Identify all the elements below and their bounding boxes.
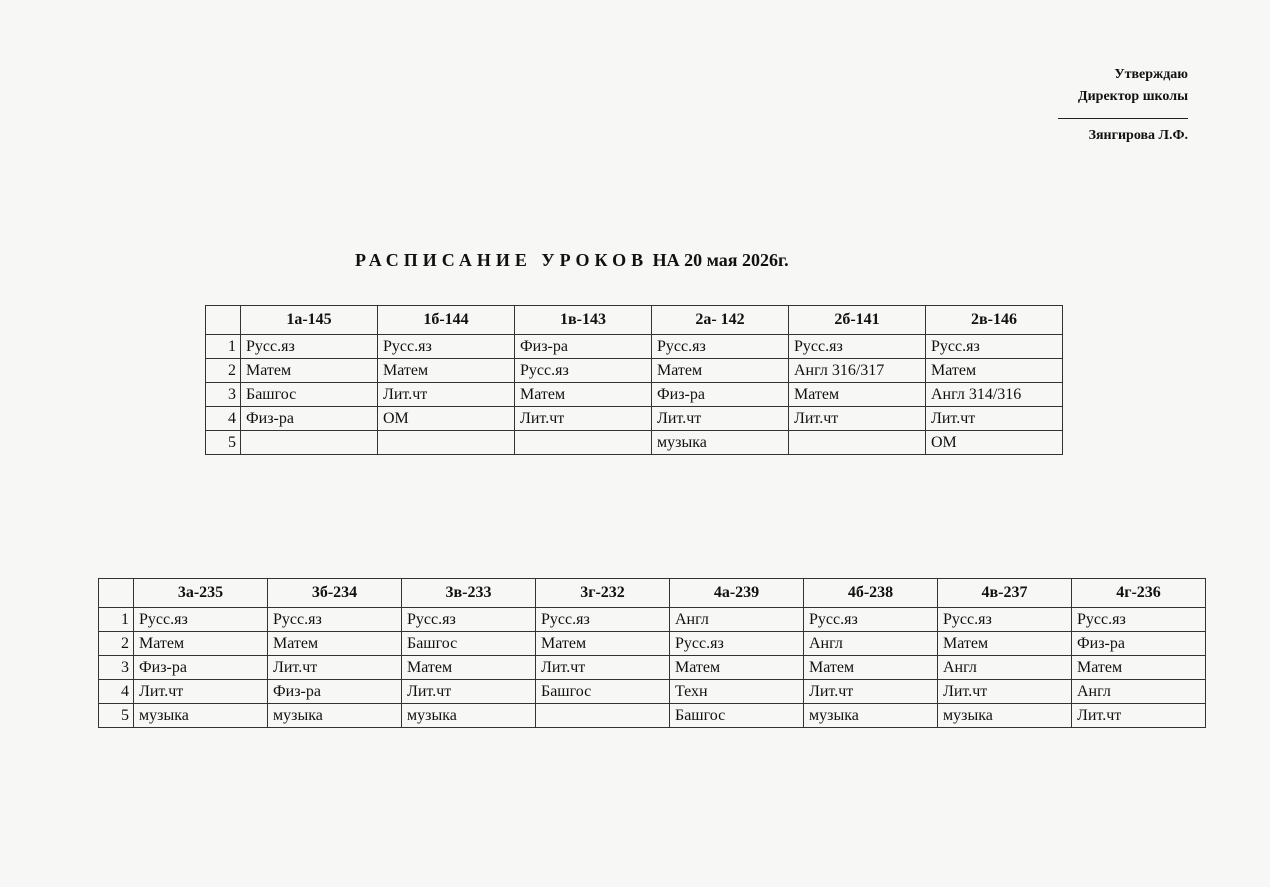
lesson-cell: Физ-ра: [241, 407, 378, 431]
lesson-cell: Матем: [926, 359, 1063, 383]
lesson-cell: Матем: [652, 359, 789, 383]
title-main: РАСПИСАНИЕ УРОКОВ: [355, 250, 649, 270]
lesson-cell: музыка: [134, 704, 268, 728]
lesson-cell: Матем: [268, 632, 402, 656]
lesson-cell: Англ: [804, 632, 938, 656]
lesson-cell: музыка: [938, 704, 1072, 728]
lesson-cell: Физ-ра: [515, 335, 652, 359]
table-row: [99, 680, 1206, 704]
lesson-cell: музыка: [402, 704, 536, 728]
lesson-cell: музыка: [268, 704, 402, 728]
schedule-table-grades-1-2: [205, 305, 1063, 455]
lesson-cell: Лит.чт: [938, 680, 1072, 704]
lesson-cell: Лит.чт: [926, 407, 1063, 431]
table-row: [206, 431, 1063, 455]
lesson-cell: [241, 431, 378, 455]
lesson-cell: Матем: [789, 383, 926, 407]
table-row: [206, 359, 1063, 383]
lesson-cell: Матем: [515, 383, 652, 407]
class-header: 1б-144: [378, 306, 515, 335]
lesson-cell: Русс.яз: [926, 335, 1063, 359]
lesson-cell: музыка: [804, 704, 938, 728]
lesson-number: 5: [99, 704, 134, 728]
lesson-cell: Матем: [241, 359, 378, 383]
lesson-cell: [789, 431, 926, 455]
lesson-cell: Башгос: [670, 704, 804, 728]
corner-cell: [99, 579, 134, 608]
lesson-cell: Русс.яз: [789, 335, 926, 359]
lesson-cell: Русс.яз: [134, 608, 268, 632]
lesson-cell: Матем: [1072, 656, 1206, 680]
lesson-cell: Англ: [1072, 680, 1206, 704]
lesson-number: 3: [99, 656, 134, 680]
lesson-number: 3: [206, 383, 241, 407]
lesson-cell: Англ 314/316: [926, 383, 1063, 407]
lesson-cell: ОМ: [378, 407, 515, 431]
table-row: [206, 383, 1063, 407]
lesson-cell: Башгос: [536, 680, 670, 704]
lesson-number: 4: [206, 407, 241, 431]
lesson-cell: Физ-ра: [652, 383, 789, 407]
lesson-cell: Лит.чт: [402, 680, 536, 704]
lesson-number: 1: [99, 608, 134, 632]
lesson-number: 1: [206, 335, 241, 359]
lesson-cell: Лит.чт: [268, 656, 402, 680]
lesson-cell: Русс.яз: [515, 359, 652, 383]
lesson-cell: Физ-ра: [268, 680, 402, 704]
director-name: Зянгирова Л.Ф.: [1088, 128, 1188, 143]
lesson-cell: [515, 431, 652, 455]
lesson-cell: Физ-ра: [1072, 632, 1206, 656]
table-row: [99, 656, 1206, 680]
title-date: НА 20 мая 2026г.: [652, 250, 789, 270]
lesson-cell: Лит.чт: [536, 656, 670, 680]
table-row: [206, 335, 1063, 359]
lesson-cell: музыка: [652, 431, 789, 455]
lesson-cell: Лит.чт: [789, 407, 926, 431]
director-title: Директор школы: [1077, 89, 1188, 104]
lesson-cell: Русс.яз: [268, 608, 402, 632]
lesson-cell: Лит.чт: [134, 680, 268, 704]
lesson-number: 5: [206, 431, 241, 455]
lesson-cell: Матем: [134, 632, 268, 656]
page-title: [355, 250, 789, 271]
lesson-cell: Русс.яз: [938, 608, 1072, 632]
lesson-cell: Матем: [536, 632, 670, 656]
lesson-cell: Англ 316/317: [789, 359, 926, 383]
lesson-number: 2: [206, 359, 241, 383]
lesson-cell: Башгос: [241, 383, 378, 407]
table-header-row: [206, 306, 1063, 335]
lesson-cell: Русс.яз: [670, 632, 804, 656]
lesson-cell: Техн: [670, 680, 804, 704]
lesson-cell: Матем: [938, 632, 1072, 656]
lesson-cell: ОМ: [926, 431, 1063, 455]
class-header: 1в-143: [515, 306, 652, 335]
lesson-cell: [378, 431, 515, 455]
lesson-cell: Матем: [670, 656, 804, 680]
class-header: 4г-236: [1072, 579, 1206, 608]
approval-block: [968, 64, 1188, 147]
class-header: 2б-141: [789, 306, 926, 335]
class-header: 3а-235: [134, 579, 268, 608]
class-header: 3в-233: [402, 579, 536, 608]
class-header: 1а-145: [241, 306, 378, 335]
class-header: 4а-239: [670, 579, 804, 608]
lesson-cell: Матем: [402, 656, 536, 680]
corner-cell: [206, 306, 241, 335]
schedule-table-grades-3-4: [98, 578, 1206, 728]
table-header-row: [99, 579, 1206, 608]
lesson-cell: Лит.чт: [515, 407, 652, 431]
lesson-number: 4: [99, 680, 134, 704]
table-row: [99, 704, 1206, 728]
approval-label: Утверждаю: [1114, 67, 1188, 82]
class-header: 3г-232: [536, 579, 670, 608]
lesson-cell: Англ: [938, 656, 1072, 680]
table-row: [99, 632, 1206, 656]
lesson-cell: Физ-ра: [134, 656, 268, 680]
lesson-cell: Русс.яз: [1072, 608, 1206, 632]
table-row: [206, 407, 1063, 431]
class-header: 3б-234: [268, 579, 402, 608]
table-row: [99, 608, 1206, 632]
signature-line: [1058, 108, 1188, 119]
class-header: 2а- 142: [652, 306, 789, 335]
class-header: 4б-238: [804, 579, 938, 608]
lesson-cell: Матем: [378, 359, 515, 383]
lesson-cell: Лит.чт: [804, 680, 938, 704]
lesson-cell: Башгос: [402, 632, 536, 656]
lesson-cell: Лит.чт: [378, 383, 515, 407]
lesson-cell: [536, 704, 670, 728]
lesson-cell: Матем: [804, 656, 938, 680]
lesson-cell: Русс.яз: [536, 608, 670, 632]
lesson-cell: Русс.яз: [402, 608, 536, 632]
lesson-cell: Русс.яз: [652, 335, 789, 359]
lesson-cell: Лит.чт: [1072, 704, 1206, 728]
lesson-cell: Лит.чт: [652, 407, 789, 431]
lesson-cell: Русс.яз: [804, 608, 938, 632]
class-header: 2в-146: [926, 306, 1063, 335]
lesson-number: 2: [99, 632, 134, 656]
lesson-cell: Англ: [670, 608, 804, 632]
lesson-cell: Русс.яз: [378, 335, 515, 359]
lesson-cell: Русс.яз: [241, 335, 378, 359]
class-header: 4в-237: [938, 579, 1072, 608]
